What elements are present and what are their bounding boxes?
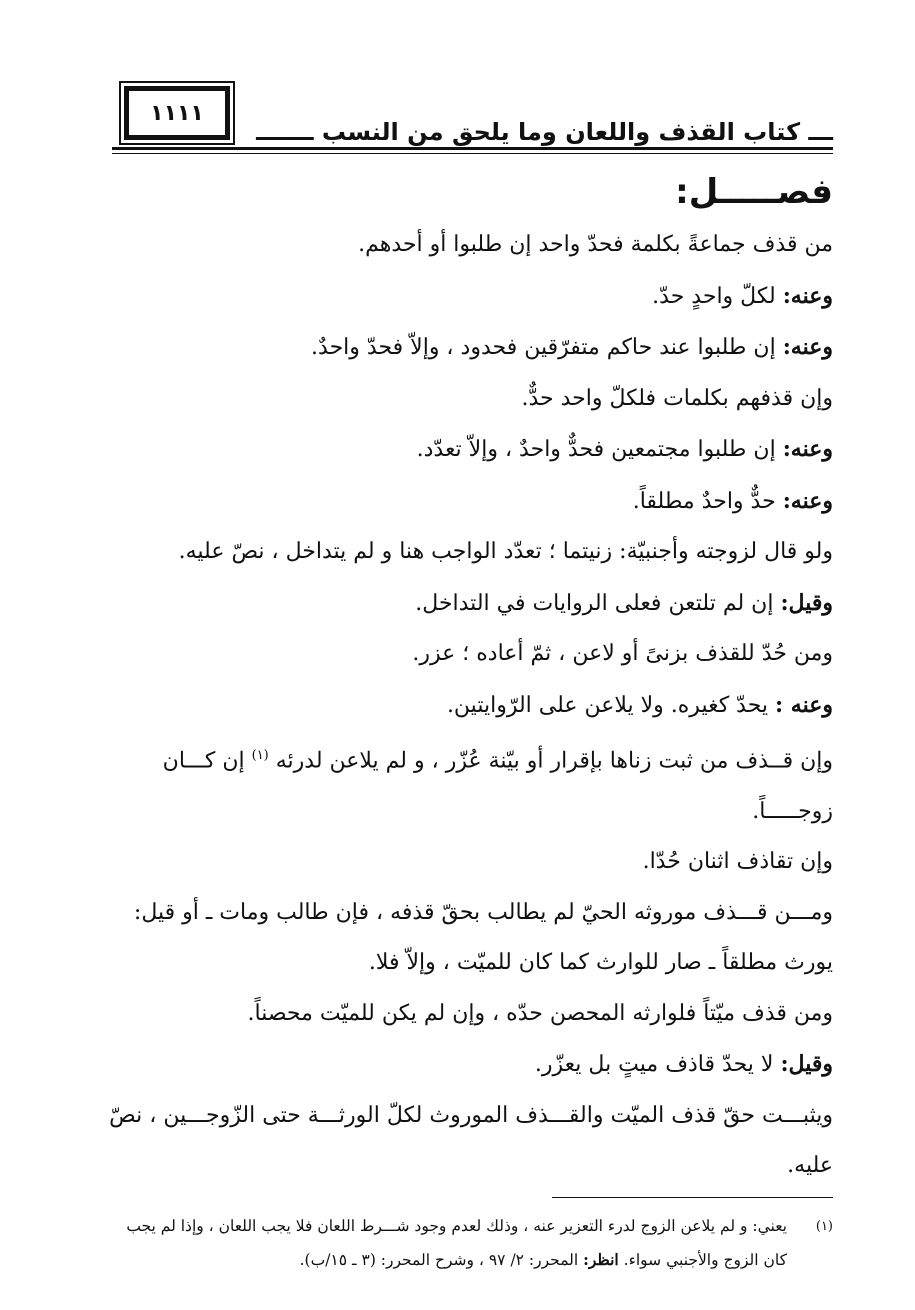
paragraph-text: لكلّ واحدٍ حدّ. (652, 283, 783, 309)
paragraph-text: ومن حُدّ للقذف بزنىً أو لاعن ، ثمّ أعاده ؛ عزر. (412, 641, 833, 666)
header-rule-thin (112, 153, 833, 154)
paragraph-text: إن لم تلتعن فعلى الروايات في التداخل. (415, 590, 781, 616)
paragraph-lead: وعنه: (782, 334, 833, 360)
main-text (104, 170, 833, 1192)
footnote-ref-text: المحرر: ٢/ ٩٧ ، وشرح المحرر: (٣ ـ ١٥/ب). (299, 1251, 584, 1269)
paragraph-lead: وعنه : (775, 691, 833, 718)
paragraph (104, 374, 833, 425)
paragraph-lead: وعنه: (782, 487, 833, 514)
paragraph-text: حدٌّ واحدٌ مطلقاً. (632, 488, 783, 514)
footnote-text: يعني: و لم يلاعن الزوج لدرء التعزير عنه ، وذلك لعدم وجود شـــرط اللعان فلا يجب اللعان ، وإذا لم يجب كان الزوج والأجنبي سواء. (126, 1217, 787, 1269)
page-number: ١١١١ (150, 100, 204, 126)
footnote-marker: (١) (815, 1219, 833, 1234)
paragraph-text: من قذف جماعةً بكلمة فحدّ واحد إن طلبوا أو أحدهم. (358, 232, 833, 257)
paragraph (104, 220, 833, 271)
footnote-ref: (١) (251, 748, 269, 763)
header-rule-thick (112, 147, 833, 150)
paragraph (104, 424, 833, 476)
paragraph-text: ولو قال لزوجته وأجنبيّة: زنيتما ؛ تعدّد الواجب هنا و لم يتداخل ، نصّ عليه. (178, 539, 833, 564)
footnote-body (104, 1210, 787, 1277)
paragraph-text: وإن قــذف من ثبت زناها بإقرار أو بيّنة عُزّر ، و لم يلاعن لدرئه (275, 748, 833, 774)
paragraph-text: لا يحدّ قاذف ميتٍ بل يعزّر. (534, 1052, 781, 1078)
running-title: ـــ كتاب القذف واللعان وما يلحق من النسب ـــــــ (256, 118, 833, 146)
paragraph (104, 1039, 833, 1091)
paragraph (104, 271, 833, 323)
footnote (104, 1210, 833, 1277)
paragraph-lead: وعنه: (782, 282, 833, 309)
paragraph-text: ويثبـــت حقّ قذف الميّت والقـــذف الموروث لكلّ الورثـــة حتى الزّوجـــين ، نصّ عليه. (109, 1102, 833, 1179)
paragraph-lead: وقيل: (780, 589, 833, 616)
paragraph (104, 578, 833, 630)
paragraph-text: ومن قذف ميّتاً فلوارثه المحصن حدّه ، وإن لم يكن للميّت محصناً. (247, 1000, 833, 1026)
paragraph-text: يحدّ كغيره. ولا يلاعن على الرّوايتين. (446, 692, 776, 718)
paragraph (104, 629, 833, 680)
paragraph (104, 888, 833, 989)
paragraph-text: إن كـــان زوجـــــاً. (162, 748, 833, 824)
paragraph-text: إن طلبوا مجتمعين فحدٌّ واحدٌ ، وإلاّ تعدّد. (416, 437, 783, 462)
paragraph-lead: وقيل: (780, 1051, 833, 1078)
paragraph (104, 731, 833, 837)
paragraph-text: وإن تقاذف اثنان حُدّا. (642, 849, 833, 875)
paragraph-text: ومـــن قـــذف موروثه الحيّ لم يطالب بحقّ قذفه ، فإن طالب ومات ـ أو قيل: يورث مطلقاً ـ صار للوارث كما كان للميّت ، وإلاّ فلا. (133, 899, 833, 976)
paragraph-text: وإن قذفهم بكلمات فلكلّ واحد حدٌّ. (521, 385, 833, 411)
paragraph (104, 527, 833, 578)
paragraph (104, 476, 833, 528)
footnote-rule (552, 1197, 833, 1198)
paragraph (104, 1091, 833, 1192)
paragraph (104, 322, 833, 374)
paragraph (104, 680, 833, 732)
page-number-box (124, 86, 230, 140)
section-heading: فصـــــل: (675, 172, 833, 212)
paragraph (104, 989, 833, 1040)
paragraph-text: إن طلبوا عند حاكم متفرّقين فحدود ، وإلاّ فحدّ واحدٌ. (311, 335, 783, 360)
footnote-ref-label: انظر: (583, 1250, 619, 1269)
paragraph-lead: وعنه: (782, 436, 833, 462)
paragraph (104, 837, 833, 888)
